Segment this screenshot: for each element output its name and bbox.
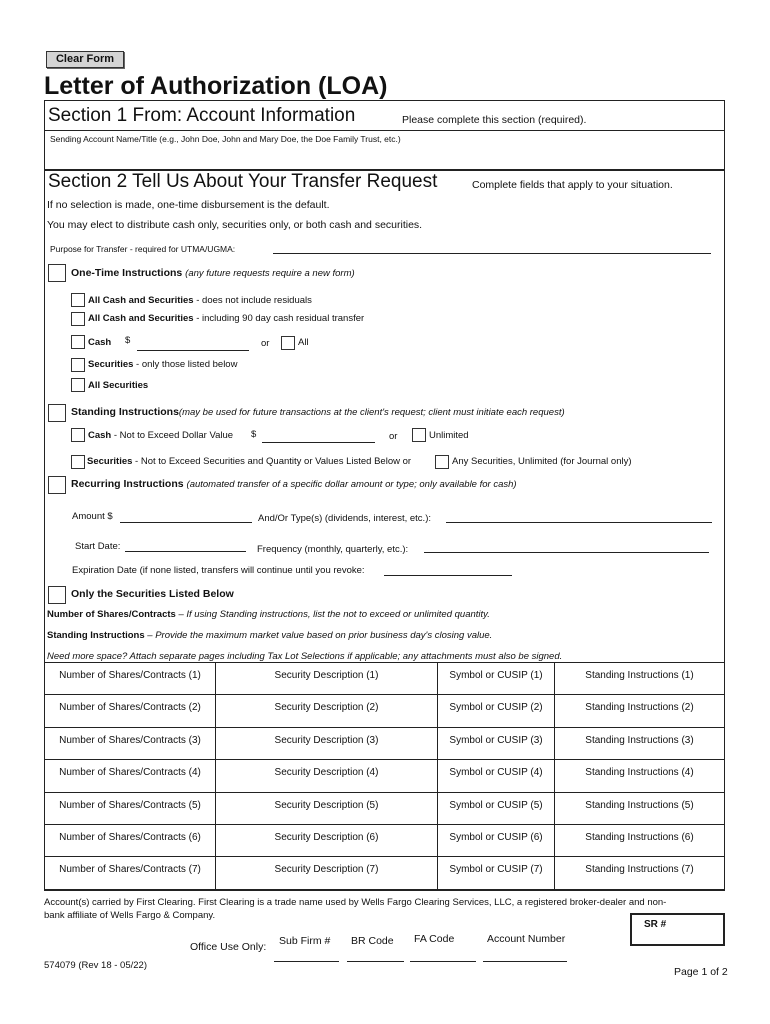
expiration-label: Expiration Date (if none listed, transfers will continue until you revoke:	[72, 565, 365, 576]
types-label: And/Or Type(s) (dividends, interest, etc.):	[258, 513, 432, 524]
distribute-note: You may elect to distribute cash only, securities only, or both cash and securities.	[47, 219, 423, 231]
symbol-cusip-cell[interactable]: Symbol or CUSIP (2)	[438, 695, 555, 727]
all-cash-securities-residual-checkbox[interactable]	[71, 312, 85, 326]
security-description-cell[interactable]: Security Description (4)	[216, 760, 438, 792]
all-label: All	[298, 337, 309, 348]
frequency-input[interactable]	[424, 552, 709, 553]
one-time-cash-amount-input[interactable]	[137, 350, 249, 351]
page-title: Letter of Authorization (LOA)	[44, 72, 388, 100]
sub-firm-label: Sub Firm #	[279, 935, 331, 947]
shares-cell[interactable]: Number of Shares/Contracts (4)	[44, 760, 216, 792]
unlimited-label: Unlimited	[429, 430, 469, 441]
office-use-label: Office Use Only:	[190, 941, 267, 953]
standing-securities-checkbox[interactable]	[71, 455, 85, 469]
security-description-cell[interactable]: Security Description (2)	[216, 695, 438, 727]
shares-cell[interactable]: Number of Shares/Contracts (5)	[44, 793, 216, 825]
cash-label: Cash	[88, 337, 112, 348]
account-name-label: Sending Account Name/Title (e.g., John Doe, John and Mary Doe, the Doe Family Trust, etc.)	[50, 134, 401, 144]
symbol-cusip-cell[interactable]: Symbol or CUSIP (4)	[438, 760, 555, 792]
purpose-input[interactable]	[273, 253, 711, 254]
only-listed-checkbox[interactable]	[48, 586, 66, 604]
sr-number-field[interactable]	[630, 913, 725, 946]
standing-instructions-cell[interactable]: Standing Instructions (5)	[555, 793, 725, 825]
fa-code-input[interactable]	[410, 961, 476, 962]
recurring-checkbox[interactable]	[48, 476, 66, 494]
security-description-cell[interactable]: Security Description (7)	[216, 857, 438, 889]
security-description-cell[interactable]: Security Description (6)	[216, 825, 438, 857]
or-label: or	[389, 431, 398, 442]
symbol-cusip-cell[interactable]: Symbol or CUSIP (1)	[438, 663, 555, 695]
standing-instructions-cell[interactable]: Standing Instructions (3)	[555, 728, 725, 760]
br-code-input[interactable]	[347, 961, 404, 962]
standing-cash-amount-input[interactable]	[262, 442, 375, 443]
disclaimer: Account(s) carried by First Clearing. First Clearing is a trade name used by Wells Fargo Clearing Services, LLC, a registered broker-dealer and non-	[44, 897, 667, 908]
one-time-cash-all-checkbox[interactable]	[281, 336, 295, 350]
symbol-cusip-cell[interactable]: Symbol or CUSIP (7)	[438, 857, 555, 889]
clear-form-button[interactable]: Clear Form	[46, 51, 124, 68]
fa-code-label: FA Code	[414, 933, 455, 945]
shares-cell[interactable]: Number of Shares/Contracts (2)	[44, 695, 216, 727]
shares-cell[interactable]: Number of Shares/Contracts (3)	[44, 728, 216, 760]
symbol-cusip-cell[interactable]: Symbol or CUSIP (5)	[438, 793, 555, 825]
only-listed-label: Only the Securities Listed Below	[71, 588, 234, 600]
standing-instructions-cell[interactable]: Standing Instructions (2)	[555, 695, 725, 727]
symbol-cusip-cell[interactable]: Symbol or CUSIP (6)	[438, 825, 555, 857]
amount-input[interactable]	[120, 522, 252, 523]
standing-note: Standing Instructions – Provide the maximum market value based on prior business day's closing value.	[47, 630, 493, 641]
amount-label: Amount $	[72, 511, 113, 522]
shares-cell[interactable]: Number of Shares/Contracts (6)	[44, 825, 216, 857]
security-description-cell[interactable]: Security Description (1)	[216, 663, 438, 695]
standing-securities-label: Securities - Not to Exceed Securities and Quantity or Values Listed Below or	[87, 456, 412, 467]
recurring-label: Recurring Instructions (automated transfer of a specific dollar amount or type; only available for cash)	[71, 478, 517, 490]
page-number: Page 1 of 2	[674, 966, 728, 978]
standing-instructions-cell[interactable]: Standing Instructions (1)	[555, 663, 725, 695]
start-date-label: Start Date:	[75, 541, 121, 552]
securities-label: Securities - only those listed below	[88, 359, 238, 370]
standing-cash-label: Cash - Not to Exceed Dollar Value	[88, 430, 234, 441]
disclaimer-2: bank affiliate of Wells Fargo & Company.	[44, 910, 216, 921]
one-time-securities-checkbox[interactable]	[71, 358, 85, 372]
types-input[interactable]	[446, 522, 712, 523]
security-description-cell[interactable]: Security Description (3)	[216, 728, 438, 760]
standing-cash-checkbox[interactable]	[71, 428, 85, 442]
sr-label: SR #	[644, 919, 667, 930]
all-cash-securities-residual-label: All Cash and Securities - including 90 day cash residual transfer	[88, 313, 365, 324]
shares-cell[interactable]: Number of Shares/Contracts (7)	[44, 857, 216, 889]
all-cash-securities-label: All Cash and Securities - does not include residuals	[88, 295, 312, 306]
form-id: 574079 (Rev 18 - 05/22)	[44, 960, 147, 971]
shares-cell[interactable]: Number of Shares/Contracts (1)	[44, 663, 216, 695]
account-number-input[interactable]	[483, 961, 567, 962]
br-code-label: BR Code	[351, 935, 394, 947]
any-securities-label: Any Securities, Unlimited (for Journal only)	[452, 456, 632, 467]
one-time-checkbox[interactable]	[48, 264, 66, 282]
one-time-label: One-Time Instructions (any future requests require a new form)	[71, 267, 355, 279]
sub-firm-input[interactable]	[274, 961, 339, 962]
purpose-label: Purpose for Transfer - required for UTMA/UGMA:	[50, 244, 236, 254]
expiration-input[interactable]	[384, 575, 512, 576]
dollar-sign: $	[251, 429, 257, 440]
security-description-cell[interactable]: Security Description (5)	[216, 793, 438, 825]
all-securities-checkbox[interactable]	[71, 378, 85, 392]
any-securities-checkbox[interactable]	[435, 455, 449, 469]
space-note: Need more space? Attach separate pages including Tax Lot Selections if applicable; any attachments must also be signed.	[47, 651, 563, 662]
frequency-label: Frequency (monthly, quarterly, etc.):	[257, 544, 409, 555]
section1-title: Section 1 From: Account Information	[48, 105, 356, 126]
account-name-input[interactable]	[46, 146, 722, 168]
divider	[44, 130, 725, 131]
or-label: or	[261, 338, 270, 349]
standing-instructions-cell[interactable]: Standing Instructions (7)	[555, 857, 725, 889]
start-date-input[interactable]	[125, 551, 246, 552]
one-time-cash-checkbox[interactable]	[71, 335, 85, 349]
standing-unlimited-checkbox[interactable]	[412, 428, 426, 442]
section2-title: Section 2 Tell Us About Your Transfer Request	[48, 171, 438, 192]
symbol-cusip-cell[interactable]: Symbol or CUSIP (3)	[438, 728, 555, 760]
shares-note: Number of Shares/Contracts – If using Standing instructions, list the not to exceed or unlimited quantity.	[47, 609, 490, 620]
dollar-sign: $	[125, 335, 131, 346]
section1-note: Please complete this section (required).	[402, 114, 587, 126]
all-cash-securities-checkbox[interactable]	[71, 293, 85, 307]
standing-checkbox[interactable]	[48, 404, 66, 422]
standing-instructions-cell[interactable]: Standing Instructions (4)	[555, 760, 725, 792]
all-securities-label: All Securities	[88, 380, 149, 391]
default-note: If no selection is made, one-time disbursement is the default.	[47, 199, 330, 211]
section2-note: Complete fields that apply to your situation.	[472, 179, 673, 191]
standing-instructions-cell[interactable]: Standing Instructions (6)	[555, 825, 725, 857]
account-number-label: Account Number	[487, 933, 566, 945]
standing-label: Standing Instructions(may be used for future transactions at the client's request; client must initiate each request)	[71, 406, 565, 418]
